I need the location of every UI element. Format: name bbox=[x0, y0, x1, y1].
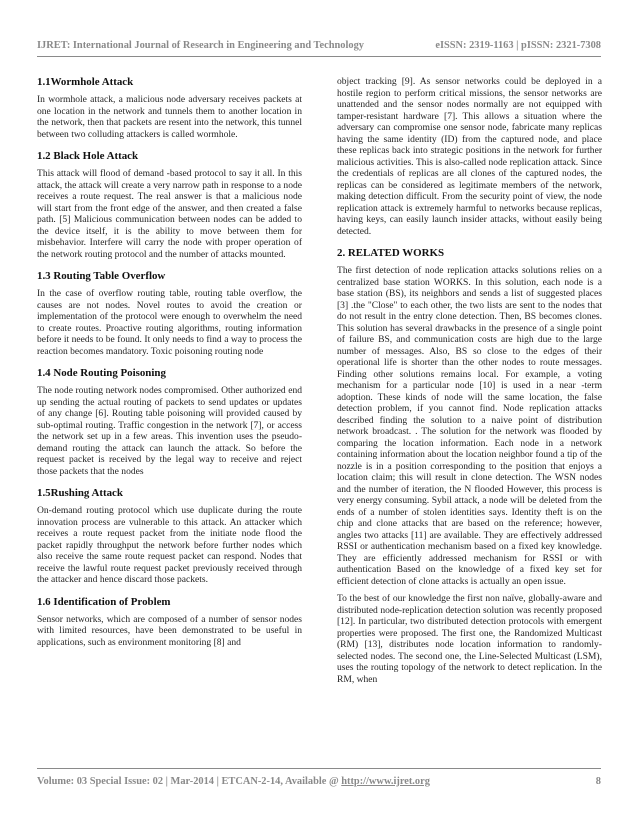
left-column bbox=[37, 66, 302, 654]
journal-link[interactable]: http://www.ijret.org bbox=[341, 776, 430, 787]
section-heading: 1.1Wormhole Attack bbox=[37, 76, 134, 88]
page-number: 8 bbox=[595, 776, 601, 787]
citation-text: Volume: 03 Special Issue: 02 | Mar-2014 | ETCAN-2-14, Available @ bbox=[37, 776, 342, 787]
body-paragraph: The first detection of node replication attacks solutions relies on a centralized base station WORKS. In this solution, each node is a base station (BS), its neighbors and sends a list of suggested places [3] .the "Close" to each other, the two lists are sent to the nodes that do not result in the entry clone detection. Then, BS becomes clones. This solution has several drawbacks in the presence of a single point of failure BS, and communication costs are high due to the large number of messages. Also, BS so close to the edges of their operational life is shorter than the other nodes to route messages. Finding other solutions remains local. For example, a voting mechanism for a particular node [10] is used in a near -term adoption. These kinds of node will the same location, the false detection problem, if you cannot find. Node replication attacks described finding the solution to a naive point of distribution network broadcast. . The solution for the network was flooded by comparing the location information. Each node in a network containing information about the location neighbor found a tip of the nozzle is in a position corresponding to the position that enjoys a location claim; this will result in clone detection. The WSN nodes and the number of iteration, the N flooded However, this process is very energy consuming. Sybil attack, a node will be deleted from the ends of a number of stolen identities says. Identity theft is on the chip and clone attacks that are based on the reference; however, angles two attacks [11] are available. They are effectively addressed RSSI or authentication mechanism based on a fixed key knowledge. They are efficiently addressed mechanism for RSSI or with authentication Based on the knowledge of a fixed key set for efficient detection of clone attacks is actually an open issue. bbox=[337, 265, 602, 587]
section-heading: 1.6 Identification of Problem bbox=[37, 595, 171, 608]
right-column bbox=[337, 66, 602, 691]
body-paragraph: Sensor networks, which are composed of a number of sensor nodes with limited resources, have been demonstrated to be useful in applications, such as environment monitoring [8] and bbox=[37, 613, 302, 648]
body-paragraph: The node routing network nodes compromised. Other authorized end up sending the actual routing of packets to send updates or updates of any change [6]. Routing table poisoning will provided caused by sub-optimal routing. Traffic congestion in the network [7], or access the network set up in a few areas. This invention uses the pseudo- demand routing the attack can launch the attack. So before the request packet is received by the legal way to receive and reject those packets that the nodes bbox=[37, 385, 302, 477]
section-heading: 1.2 Black Hole Attack bbox=[37, 150, 139, 162]
section-heading: 1.5Rushing Attack bbox=[37, 487, 123, 499]
body-paragraph: On-demand routing protocol which use duplicate during the route innovation process are vulnerable to this attack. An attacker which receives a route request packet from the initiate node flood the packet rapidly throughput the network before further nodes which also receive the same route request packet can respond. Nodes that receive the lawful route request packet previously received through the attacker and hence discard those packets. bbox=[37, 505, 302, 585]
section-heading: 2. RELATED WORKS bbox=[337, 247, 445, 259]
body-paragraph: This attack will flood of demand -based protocol to say it all. In this attack, the attack will create a very narrow path in response to a node receives a route request. The real answer is that a malicious node will start from the front edge of the answer, and then created a false path. [5] Malicious communication between nodes can be added to the device itself, it is the ability to move between them for misbehavior. Interfere will carry the node with proper operation of the network routing protocol and the number of attacks mounted. bbox=[37, 168, 302, 260]
body-paragraph: In wormhole attack, a malicious node adversary receives packets at one location in the network and tunnels them to another location in the network, then that packets are resent into the network, this tunnel between two colluding attackers is called wormhole. bbox=[37, 94, 302, 140]
header-rule bbox=[37, 56, 601, 57]
issn: eISSN: 2319-1163 | pISSN: 2321-7308 bbox=[435, 40, 601, 51]
footer-rule bbox=[37, 768, 601, 769]
body-paragraph: To the best of our knowledge the first non naïve, globally-aware and distributed node-replication detection solution was recently proposed [12]. In particular, two distributed detection protocols with emergent properties were proposed. The first one, the Randomized Multicast (RM) [13], distributes node location information to randomly-selected nodes. The second one, the Line-Selected Multicast (LSM), uses the routing topology of the network to detect replication. In the RM, when bbox=[337, 593, 602, 685]
body-paragraph: In the case of overflow routing table, routing table overflow, the causes are not nodes. Novel routes to avoid the creation or implementation of the protocol were enough to overwhelm the need to create routes. Proactive routing algorithms, routing information before it needs to be found. It only needs to find a way to process the reaction becomes mandatory. Toxic poisoning routing node bbox=[37, 288, 302, 357]
section-heading: 1.3 Routing Table Overflow bbox=[37, 270, 166, 282]
journal-title: IJRET: International Journal of Research in Engineering and Technology bbox=[37, 40, 364, 51]
section-heading: 1.4 Node Routing Poisoning bbox=[37, 367, 166, 379]
body-paragraph: object tracking [9]. As sensor networks could be deployed in a hostile region to perform critical missions, the sensor networks are unattended and the sensor nodes normally are not equipped with tamper-resistant hardware [7]. This allows a situation where the adversary can compromise one sensor node, fabricate many replicas having the same identity (ID) from the captured node, and place these replicas back into strategic positions in the network for further malicious activities. This is also-called node replication attack. Since the credentials of replicas are all clones of the captured nodes, the replicas can be considered as legitimate members of the network, making detection difficult. From the security point of view, the node replication attack is extremely harmful to networks because replicas, having keys, can easily launch insider attacks, without easily being detected. bbox=[337, 76, 602, 237]
running-header bbox=[37, 40, 601, 51]
footer-citation bbox=[37, 776, 430, 787]
running-footer bbox=[37, 776, 601, 787]
